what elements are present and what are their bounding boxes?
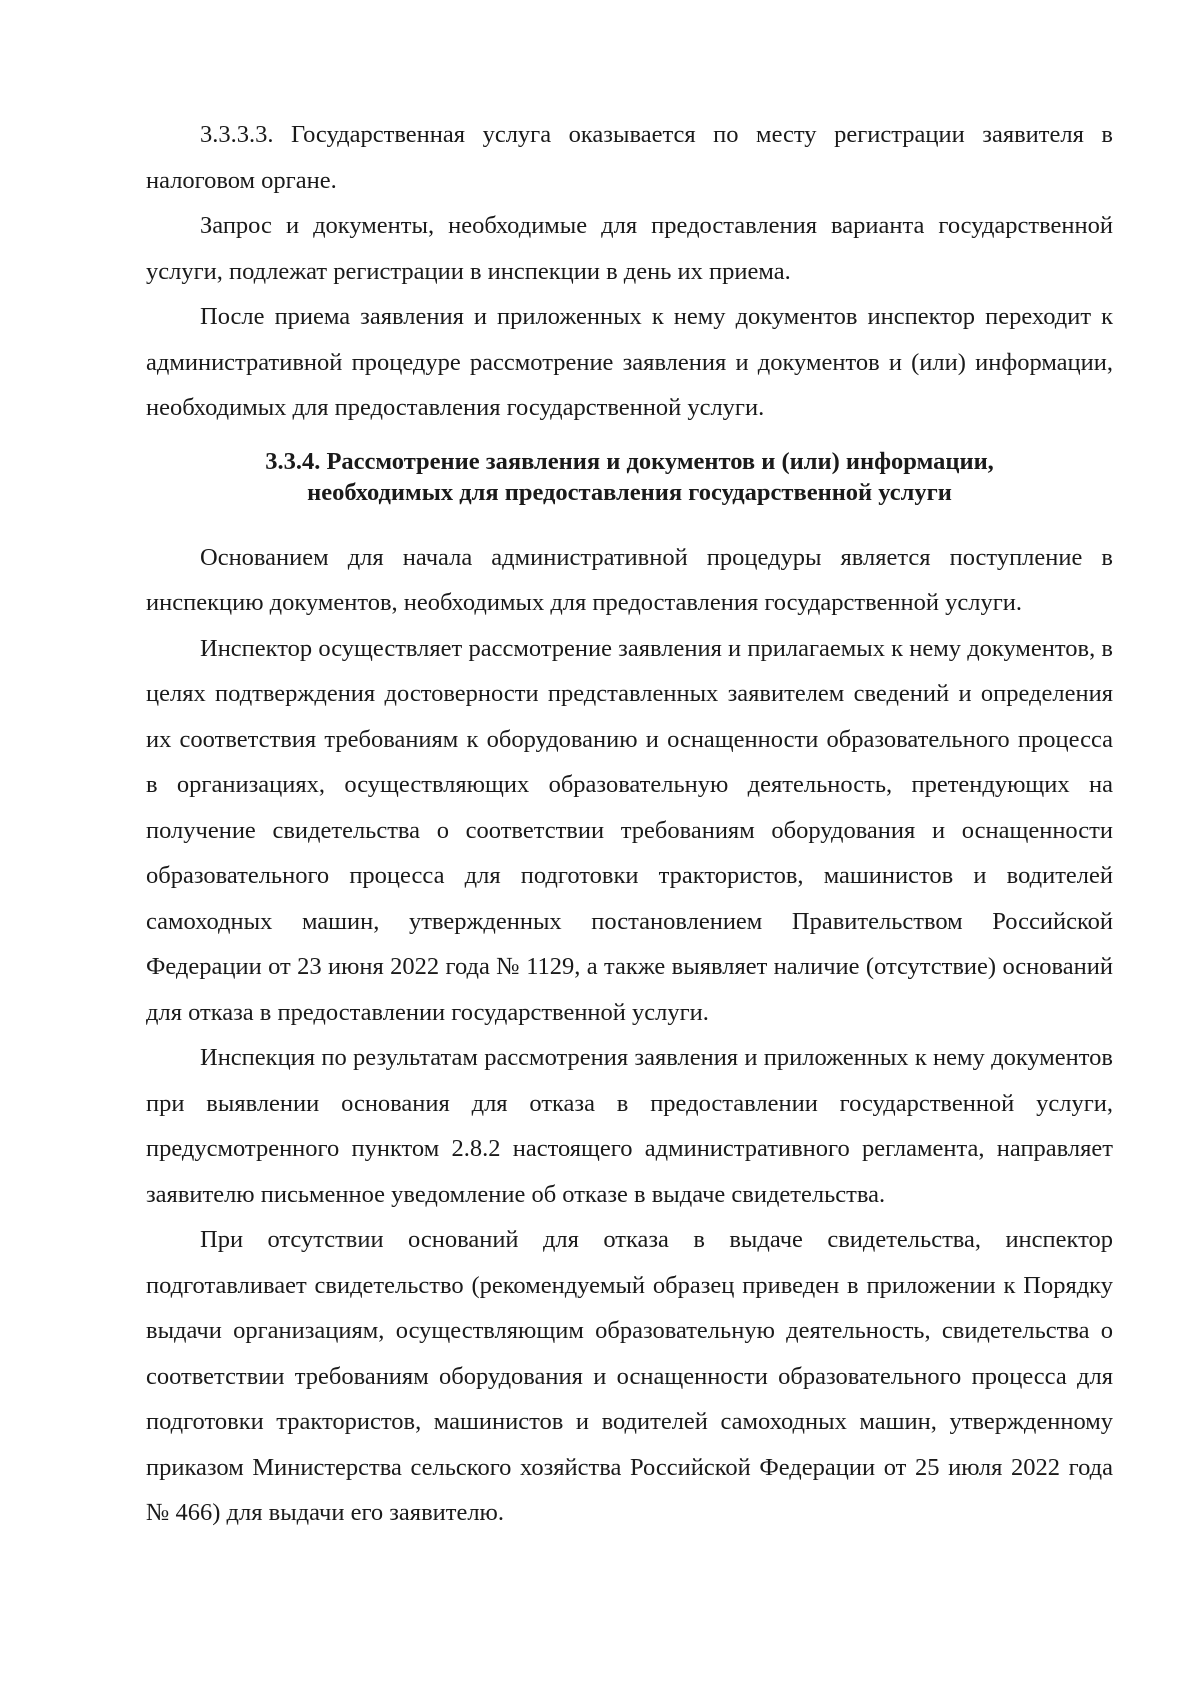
- section-heading-line-1: 3.3.4. Рассмотрение заявления и документов и (или) информации,: [265, 447, 994, 475]
- paragraph-refusal-notice: Инспекция по результатам рассмотрения заявления и приложенных к нему документов при выявлении основания для отказа в предоставлении государственной услуги, предусмотренного пунктом 2.8.2 настоящего административного регламента, направляет заявителю письменное уведомление об отказе в выдаче свидетельства.: [146, 1044, 1113, 1208]
- paragraph-request-registration: Запрос и документы, необходимые для предоставления варианта государственной услуги, подлежат регистрации в инспекции в день их приема.: [146, 212, 1113, 285]
- paragraph-inspector-review: Инспектор осуществляет рассмотрение заявления и прилагаемых к нему документов, в целях подтверждения достоверности представленных заявителем сведений и определения их соответствия требованиям к оборудованию и оснащенности образовательного процесса в организациях, осуществляющих образовательную деятельность, претендующих на получение свидетельства о соответствии требованиям оборудования и оснащенности образовательного процесса для подготовки трактористов, машинистов и водителей самоходных машин, утвержденных постановлением Правительством Российской Федерации от 23 июня 2022 года № 1129, а также выявляет наличие (отсутствие) оснований для отказа в предоставлении государственной услуги.: [146, 634, 1113, 1026]
- paragraph-grounds: Основанием для начала административной процедуры является поступление в инспекцию документов, необходимых для предоставления государственной услуги.: [146, 543, 1113, 616]
- document-body: [146, 112, 1113, 1536]
- section-heading-3-3-4: [146, 446, 1113, 508]
- paragraph-3-3-3-3: 3.3.3.3. Государственная услуга оказывается по месту регистрации заявителя в налоговом органе.: [146, 121, 1113, 194]
- paragraph-after-acceptance: После приема заявления и приложенных к нему документов инспектор переходит к административной процедуре рассмотрение заявления и документов и (или) информации, необходимых для предоставления государственной услуги.: [146, 303, 1113, 421]
- section-heading-line-2: необходимых для предоставления государственной услуги: [307, 478, 952, 506]
- paragraph-certificate-preparation: При отсутствии оснований для отказа в выдаче свидетельства, инспектор подготавливает свидетельство (рекомендуемый образец приведен в приложении к Порядку выдачи организациям, осуществляющим образовательную деятельность, свидетельства о соответствии требованиям оборудования и оснащенности образовательного процесса для подготовки трактористов, машинистов и водителей самоходных машин, утвержденному приказом Министерства сельского хозяйства Российской Федерации от 25 июля 2022 года № 466) для выдачи его заявителю.: [146, 1226, 1113, 1526]
